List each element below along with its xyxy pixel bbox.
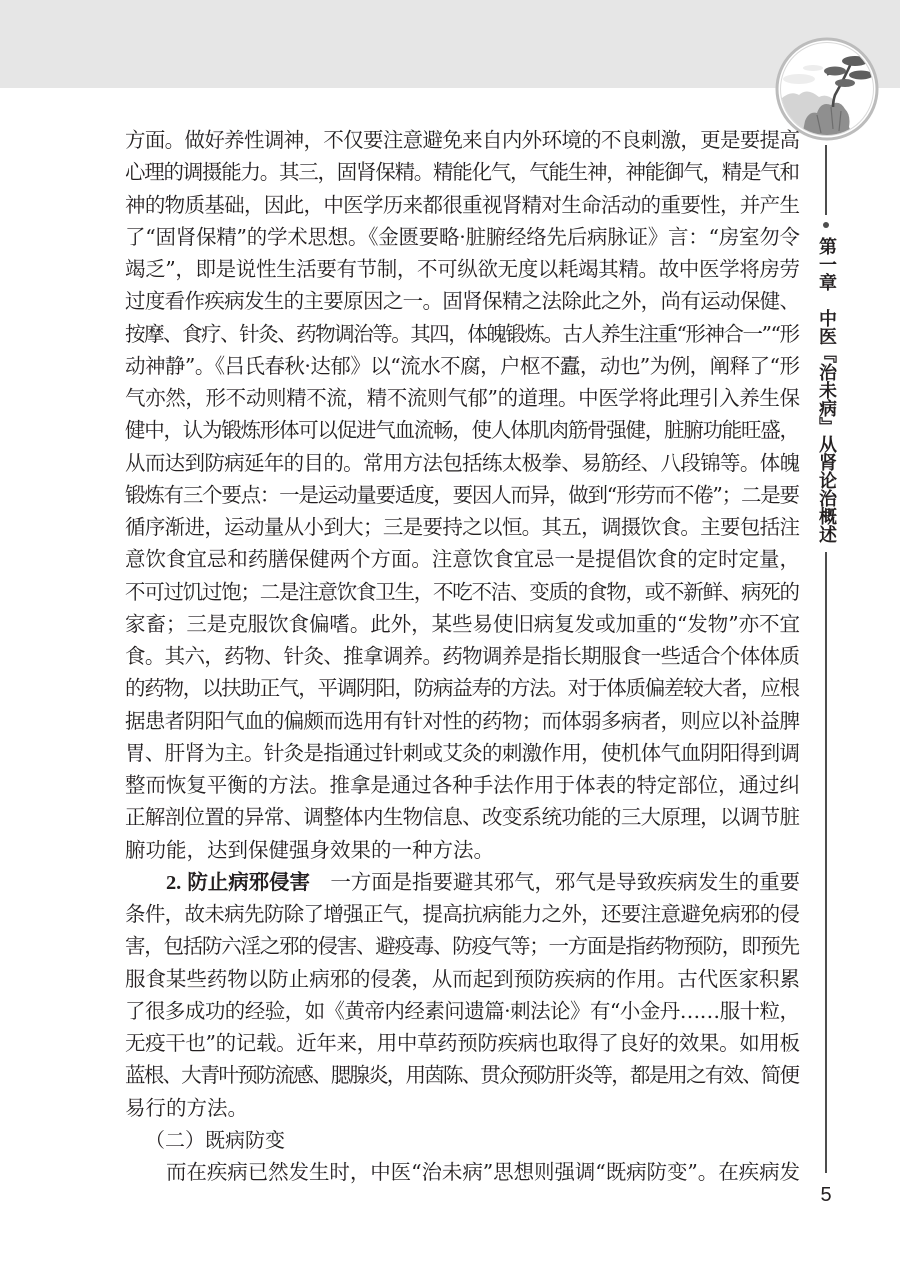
text-line-last: 易行的方法。 bbox=[125, 1095, 248, 1120]
text-line: 食。其六，药物、针灸、推拿调养。药物调养是指长期服食一些适合个体体质 bbox=[125, 644, 800, 668]
text-line: 方面。做好养性调神，不仅要注意避免来自内外环境的不良刺激，更是要提高 bbox=[125, 128, 800, 152]
chapter-title: 中医『治未病』从肾论治概述 bbox=[816, 309, 837, 543]
running-chapter-title bbox=[817, 237, 835, 543]
text-line: 动神静”。《吕氏春秋·达郁》以“流水不腐，户枢不蠹，动也”为例，阐释了“形 bbox=[125, 353, 800, 378]
text-line: 过度看作疾病发生的主要原因之一。固肾保精之法除此之外，尚有运动保健、 bbox=[125, 289, 800, 314]
body-text bbox=[125, 124, 800, 1188]
text-line: 了很多成功的经验，如《黄帝内经素问遗篇·刺法论》有“小金丹……服十粒， bbox=[125, 998, 800, 1023]
text-line: 整而恢复平衡的方法。推拿是通过各种手法作用于体表的特定部位，通过纠 bbox=[125, 773, 800, 797]
text-line: 而在疾病已然发生时，中医“治未病”思想则强调“既病防变”。在疾病发 bbox=[166, 1160, 800, 1184]
text-line: 据患者阴阳气血的偏颇而选用有针对性的药物；而体弱多病者，则应以补益脾 bbox=[125, 708, 800, 733]
text-line: 神的物质基础，因此，中医学历来都很重视肾精对生命活动的重要性，并产生 bbox=[125, 192, 800, 217]
header-band bbox=[0, 0, 900, 88]
text-line: 家畜；三是克服饮食偏嗜。此外，某些易使旧病复发或加重的“发物”亦不宜 bbox=[125, 611, 800, 636]
text-line: 气亦然，形不动则精不流，精不流则气郁”的道理。中医学将此理引入养生保 bbox=[125, 386, 800, 410]
section-number: 2. bbox=[166, 871, 182, 894]
side-rule-dot bbox=[823, 222, 829, 228]
text-line: 正解剖位置的异常、调整体内生物信息、改变系统功能的三大原理，以调节脏 bbox=[125, 805, 800, 830]
text-line: 无疫干也”的记载。近年来，用中草药预防疾病也取得了良好的效果。如用板 bbox=[125, 1031, 800, 1055]
subsection-heading: （二）既病防变 bbox=[145, 1127, 285, 1152]
side-rule-bottom bbox=[825, 552, 827, 1173]
text-line-last: 腑功能，达到保健强身效果的一种方法。 bbox=[125, 837, 494, 862]
paragraph-next bbox=[125, 1156, 800, 1188]
section-title: 防止病邪侵害 bbox=[187, 869, 310, 894]
text-line: 心理的调摄能力。其三，固肾保精。精能化气，气能生神，神能御气，精是气和 bbox=[125, 160, 799, 185]
chapter-number: 第一章 bbox=[816, 237, 837, 291]
page-number: 5 bbox=[820, 1184, 832, 1206]
text-line: 不可过饥过饱；二是注意饮食卫生，不吃不洁、变质的食物，或不新鲜、病死的 bbox=[125, 579, 799, 604]
text-line: 了“固肾保精”的学术思想。《金匮要略·脏腑经络先后病脉证》言：“房室勿令 bbox=[125, 224, 800, 249]
chapter-side-tab bbox=[814, 145, 838, 1207]
text-line: 健中，认为锻炼形体可以促进气血流畅，使人体肌肉筋骨强健，脏腑功能旺盛， bbox=[125, 418, 799, 443]
text-line: 竭乏”，即是说性生活要有节制，不可纵欲无度以耗竭其精。故中医学将房劳 bbox=[125, 257, 800, 281]
text-line: 锻炼有三个要点：一是运动量要适度，要因人而异，做到“形劳而不倦”；二是要 bbox=[125, 482, 799, 507]
text-line: 按摩、食疗、针灸、药物调治等。其四，体魄锻炼。古人养生注重“形神合一”“形 bbox=[125, 321, 799, 346]
text-line: 胃、肝肾为主。针灸是指通过针刺或艾灸的刺激作用，使机体气血阴阳得到调 bbox=[125, 740, 800, 765]
section-first-line-text: 一方面是指要避其邪气，邪气是导致疾病发生的重要 bbox=[330, 869, 800, 894]
text-line: 蓝根、大青叶预防流感、腮腺炎，用茵陈、贯众预防肝炎等，都是用之有效、简便 bbox=[125, 1063, 799, 1088]
text-line: 害，包括防六淫之邪的侵害、避疫毒、防疫气等；一方面是指药物预防，即预先 bbox=[125, 934, 799, 959]
text-line: 循序渐进，运动量从小到大；三是要持之以恒。其五，调摄饮食。主要包括注 bbox=[125, 515, 800, 539]
section-heading-line bbox=[125, 866, 800, 898]
text-line: 意饮食宜忌和药膳保健两个方面。注意饮食宜忌一是提倡饮食的定时定量， bbox=[125, 547, 800, 572]
side-rule-top bbox=[825, 145, 827, 215]
text-line: 从而达到防病延年的目的。常用方法包括练太极拳、易筋经、八段锦等。体魄 bbox=[125, 450, 800, 475]
paragraph-section-2 bbox=[125, 866, 800, 1124]
text-line: 服食某些药物以防止病邪的侵袭，从而起到预防疾病的作用。古代医家积累 bbox=[125, 966, 800, 991]
text-line: 的药物，以扶助正气，平调阴阳，防病益寿的方法。对于体质偏差较大者，应根 bbox=[125, 676, 799, 701]
paragraph-continued bbox=[125, 124, 800, 866]
text-line: 条件，故未病先防除了增强正气，提高抗病能力之外，还要注意避免病邪的侵 bbox=[125, 902, 800, 926]
